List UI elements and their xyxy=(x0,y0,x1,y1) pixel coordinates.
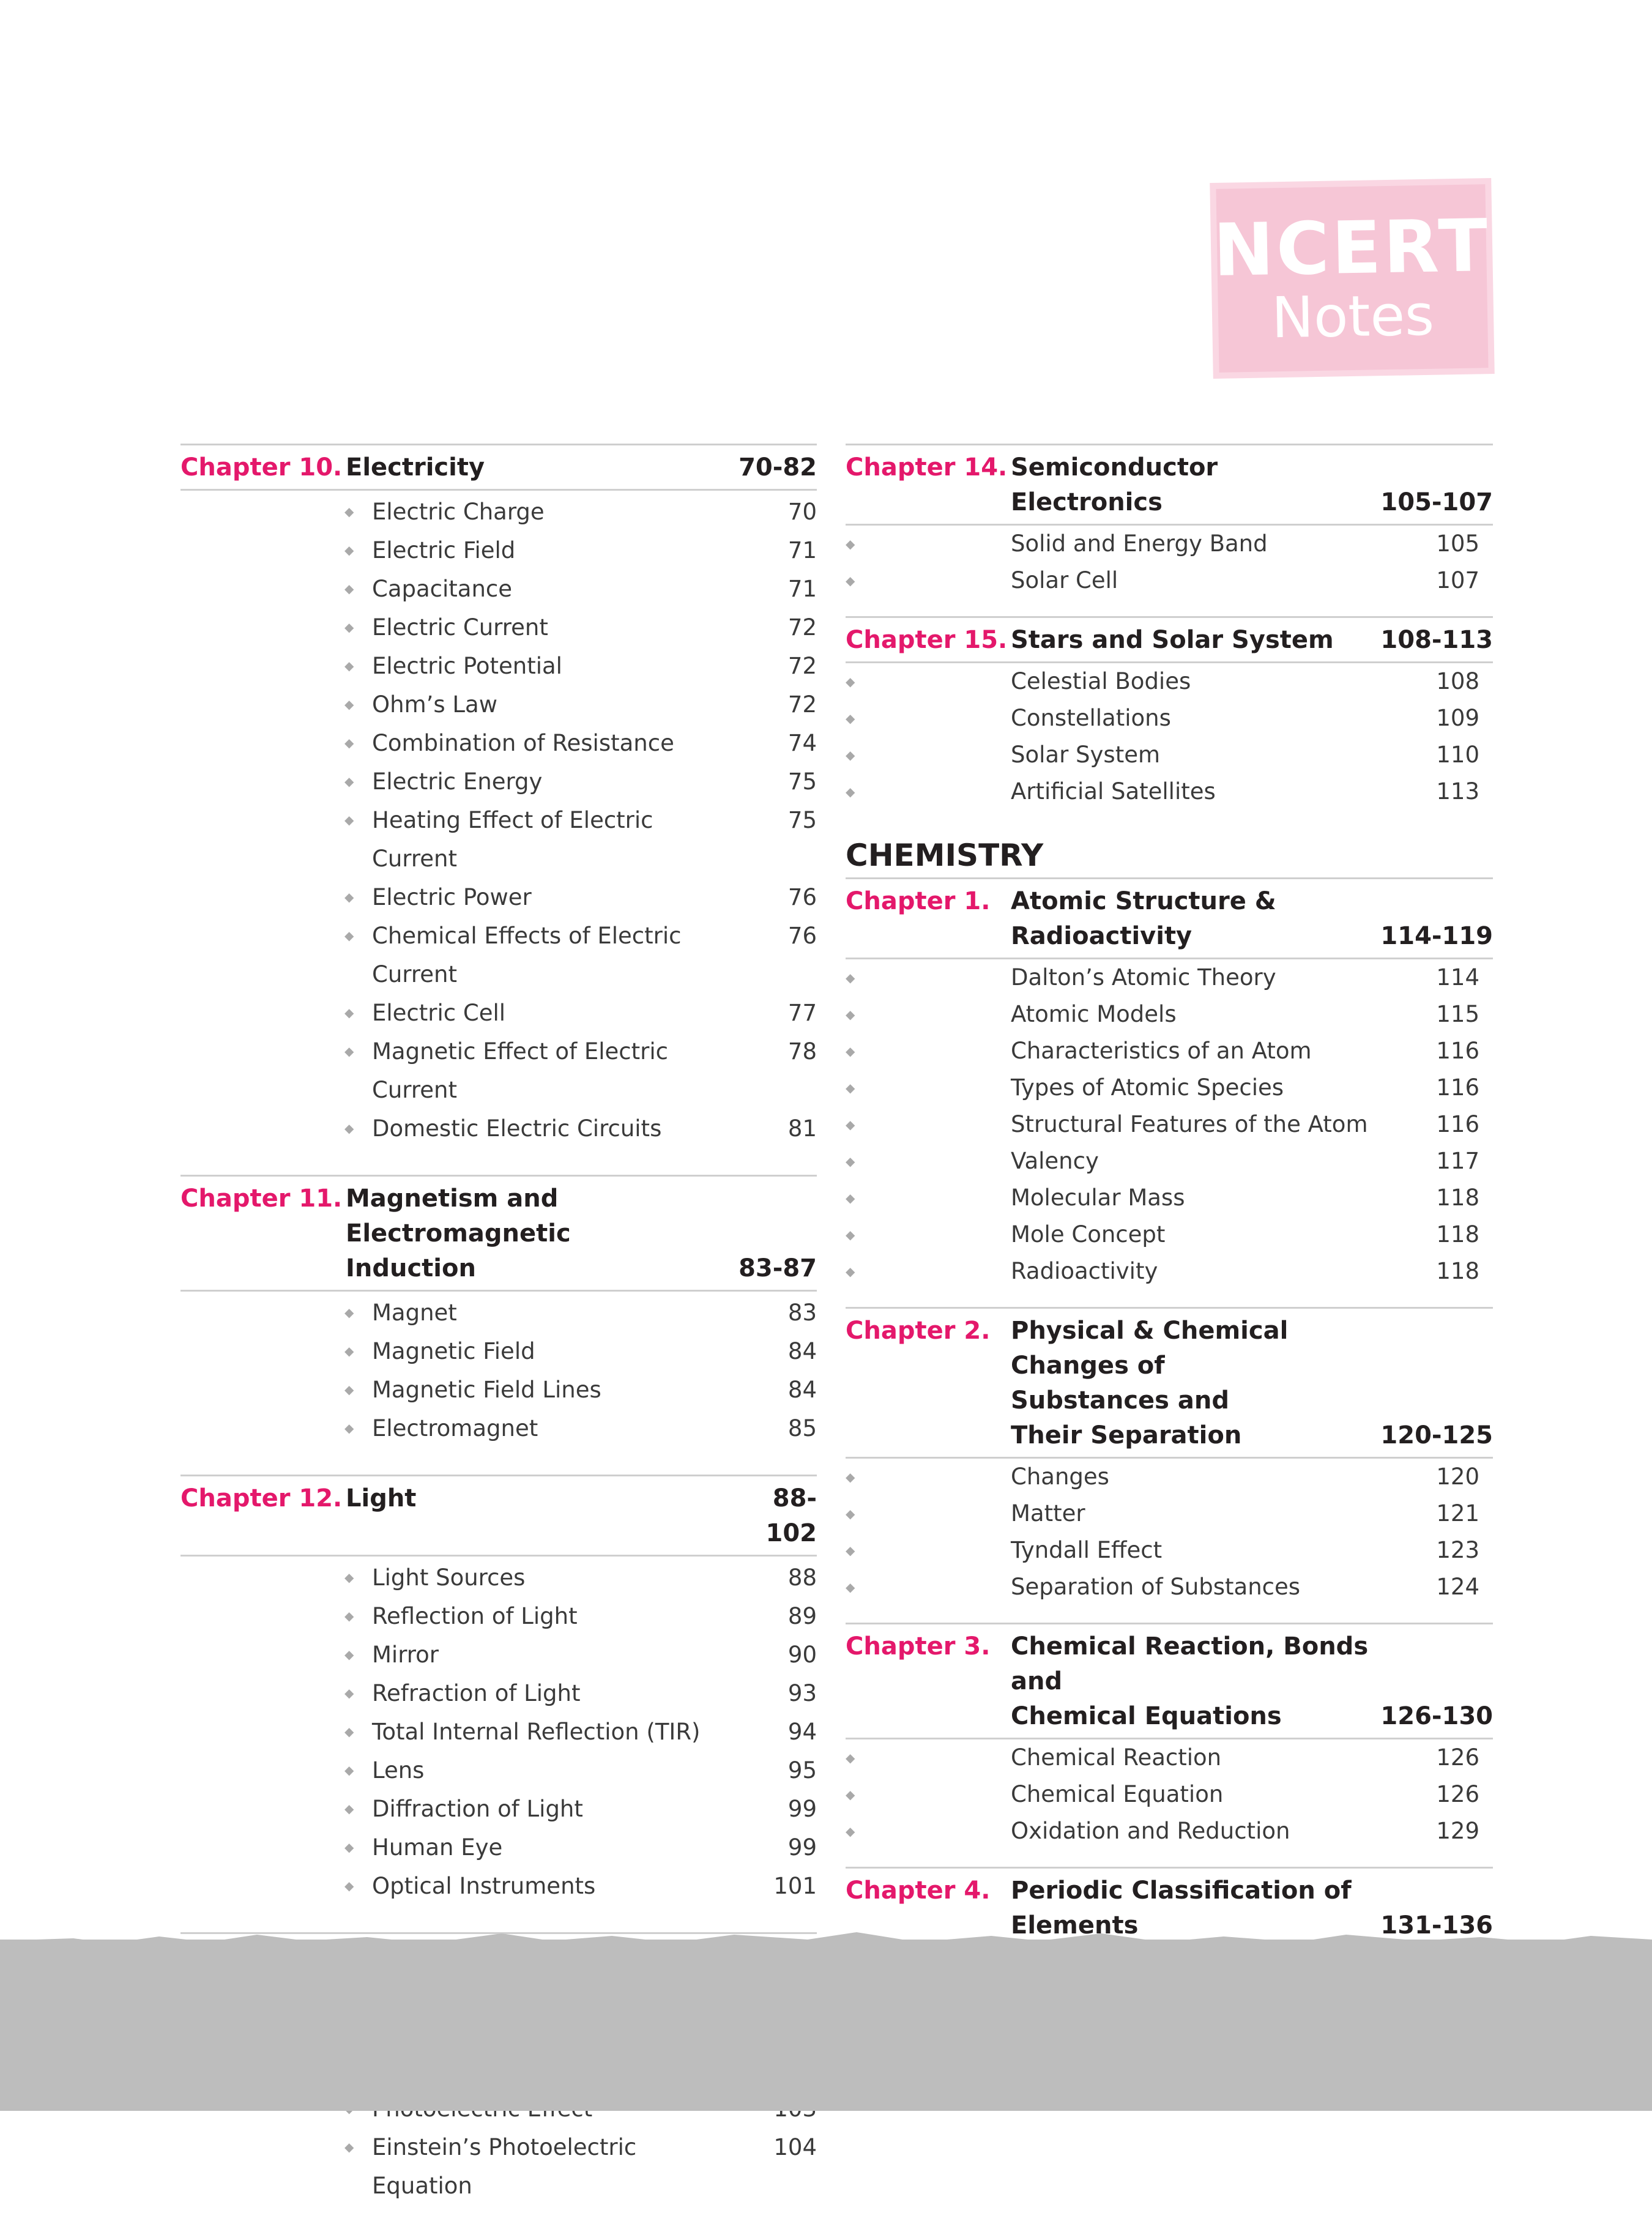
bullet-icon: ◆ xyxy=(846,1506,855,1521)
topic-page-number: 76 xyxy=(787,923,817,949)
bullet-icon: ◆ xyxy=(344,774,354,789)
topic-name: Celestial Bodies xyxy=(1011,668,1191,694)
chapter-heading xyxy=(846,616,1493,663)
bullet-icon: ◆ xyxy=(344,1801,354,1816)
bullet-icon: ◆ xyxy=(344,1724,354,1739)
topic-name: Electromagnet xyxy=(372,1415,538,1442)
topic-page-number: 85 xyxy=(787,1415,817,1442)
topic-name: Electric Charge xyxy=(372,499,545,525)
topic-page-number: 124 xyxy=(1436,1574,1479,1600)
topic-name: Matter xyxy=(1011,1500,1085,1527)
chapter-page-range: 70-82 xyxy=(739,453,817,482)
chapter-group xyxy=(846,616,1493,810)
topic-name: Types of Atomic Species xyxy=(1011,1074,1284,1101)
topic-item xyxy=(846,1495,1493,1532)
chapter-heading xyxy=(846,1623,1493,1739)
chapter-group xyxy=(846,877,1493,1290)
bullet-icon: ◆ xyxy=(344,1763,354,1777)
topic-name: Electric Current xyxy=(372,614,548,641)
bullet-icon: ◆ xyxy=(344,697,354,712)
bullet-icon: ◆ xyxy=(344,1878,354,1893)
topic-item xyxy=(180,801,817,878)
chemistry-chapters xyxy=(846,877,1493,2096)
topic-item xyxy=(846,773,1493,810)
topic-item xyxy=(846,1776,1493,1813)
topic-name: Separation of Substances xyxy=(1011,1574,1301,1600)
topic-name: Chemical Reaction xyxy=(1011,1744,1222,1771)
topic-item xyxy=(180,2128,817,2205)
topic-item xyxy=(180,1409,817,1448)
topic-name: Magnetic Field Lines xyxy=(372,1377,601,1403)
bullet-icon: ◆ xyxy=(846,1227,855,1242)
topic-name: Domestic Electric Circuits xyxy=(372,1115,662,1142)
bullet-icon: ◆ xyxy=(846,573,855,588)
topic-page-number: 116 xyxy=(1436,1038,1479,1064)
topic-item xyxy=(180,1371,817,1409)
topic-item xyxy=(846,1459,1493,1495)
chapter-page-range: 83-87 xyxy=(739,1254,817,1282)
topic-name: Electric Field xyxy=(372,537,516,564)
topic-page-number: 115 xyxy=(1436,1001,1479,1027)
topic-page-number: 114 xyxy=(1436,964,1479,991)
chapter-number: Chapter 10. xyxy=(180,453,343,482)
topic-name: Electric Cell xyxy=(372,1000,506,1026)
topic-page-number: 71 xyxy=(787,576,817,602)
topic-page-number: 75 xyxy=(787,807,817,833)
topic-name: Heating Effect of Electric Current xyxy=(372,807,653,872)
topic-page-number: 70 xyxy=(787,499,817,525)
topic-name: Human Eye xyxy=(372,1834,503,1861)
topic-page-number: 99 xyxy=(787,1834,817,1861)
topic-name: Radioactivity xyxy=(1011,1258,1158,1284)
topic-item xyxy=(846,1532,1493,1569)
topic-item xyxy=(846,1070,1493,1106)
chapter-number: Chapter 3. xyxy=(846,1632,991,1661)
topic-list xyxy=(846,1459,1493,1605)
topic-page-number: 84 xyxy=(787,1338,817,1364)
bullet-icon: ◆ xyxy=(846,1470,855,1484)
bullet-icon: ◆ xyxy=(846,1117,855,1132)
topic-item xyxy=(846,1143,1493,1180)
bullet-icon: ◆ xyxy=(344,928,354,943)
topic-name: Refraction of Light xyxy=(372,1680,581,1706)
topic-page-number: 126 xyxy=(1436,1744,1479,1771)
chapter-title: Atomic Structure & Radioactivity xyxy=(1011,887,1276,950)
topic-name: Electric Potential xyxy=(372,653,562,679)
chapter-number: Chapter 15. xyxy=(846,626,1008,654)
topic-item xyxy=(180,1635,817,1674)
right-column xyxy=(846,444,1493,2113)
bullet-icon: ◆ xyxy=(344,1344,354,1358)
topic-name: Solar System xyxy=(1011,742,1161,768)
topic-list xyxy=(180,1293,817,1448)
chapter-group xyxy=(846,1307,1493,1605)
topic-page-number: 120 xyxy=(1436,1464,1479,1490)
bullet-icon: ◆ xyxy=(344,1647,354,1662)
bullet-icon: ◆ xyxy=(344,2140,354,2154)
topic-page-number: 104 xyxy=(773,2134,817,2160)
topic-name: Magnetic Field xyxy=(372,1338,535,1364)
topic-page-number: 95 xyxy=(787,1757,817,1784)
bullet-icon: ◆ xyxy=(344,543,354,557)
chapter-heading xyxy=(180,444,817,491)
topic-page-number: 116 xyxy=(1436,1111,1479,1137)
topic-item xyxy=(846,526,1493,562)
topic-page-number: 72 xyxy=(787,653,817,679)
topic-page-number: 99 xyxy=(787,1796,817,1822)
chapter-title: Periodic Classification of Elements xyxy=(1011,1877,1352,1940)
topic-name: Lens xyxy=(372,1757,425,1784)
topic-page-number: 118 xyxy=(1436,1185,1479,1211)
topic-name: Mirror xyxy=(372,1642,439,1668)
bullet-icon: ◆ xyxy=(846,1154,855,1169)
topic-page-number: 116 xyxy=(1436,1074,1479,1101)
page-bottom-band xyxy=(0,1940,1652,2111)
topic-page-number: 126 xyxy=(1436,1781,1479,1807)
topic-item xyxy=(846,1569,1493,1605)
bullet-icon: ◆ xyxy=(846,537,855,551)
physics-chapters-continued xyxy=(846,444,1493,810)
topic-page-number: 123 xyxy=(1436,1537,1479,1563)
chapter-number: Chapter 14. xyxy=(846,453,1008,482)
chapter-page-range: 131-136 xyxy=(1380,1911,1493,1940)
topic-page-number: 81 xyxy=(787,1115,817,1142)
chapter-group xyxy=(846,444,1493,599)
topic-name: Oxidation and Reduction xyxy=(1011,1818,1290,1844)
bullet-icon: ◆ xyxy=(344,504,354,519)
bullet-icon: ◆ xyxy=(846,1081,855,1095)
topic-name: Valency xyxy=(1011,1148,1099,1174)
topic-item xyxy=(846,1180,1493,1216)
topic-page-number: 72 xyxy=(787,614,817,641)
section-heading-chemistry: CHEMISTRY xyxy=(846,838,1044,873)
chapter-heading xyxy=(846,877,1493,959)
topic-item xyxy=(846,1106,1493,1143)
topic-page-number: 89 xyxy=(787,1603,817,1629)
chapter-title: Electricity xyxy=(346,453,485,482)
bullet-icon: ◆ xyxy=(846,1007,855,1022)
bullet-icon: ◆ xyxy=(846,784,855,799)
topic-page-number: 75 xyxy=(787,768,817,795)
topic-item xyxy=(846,1813,1493,1850)
bullet-icon: ◆ xyxy=(344,1840,354,1854)
topic-name: Changes xyxy=(1011,1464,1109,1490)
topic-name: Dalton’s Atomic Theory xyxy=(1011,964,1276,991)
topic-name: Chemical Effects of Electric Current xyxy=(372,923,682,988)
topic-item xyxy=(846,737,1493,773)
bullet-icon: ◆ xyxy=(846,1191,855,1205)
bullet-icon: ◆ xyxy=(344,1382,354,1397)
bullet-icon: ◆ xyxy=(344,1044,354,1058)
bullet-icon: ◆ xyxy=(846,748,855,762)
topic-name: Electric Power xyxy=(372,884,532,910)
topic-page-number: 93 xyxy=(787,1680,817,1706)
topic-page-number: 88 xyxy=(787,1564,817,1591)
bullet-icon: ◆ xyxy=(344,1421,354,1435)
topic-page-number: 105 xyxy=(1436,530,1479,557)
bullet-icon: ◆ xyxy=(344,1570,354,1585)
topic-name: Light Sources xyxy=(372,1564,526,1591)
bullet-icon: ◆ xyxy=(846,1787,855,1802)
bullet-icon: ◆ xyxy=(846,1824,855,1839)
bullet-icon: ◆ xyxy=(344,890,354,904)
topic-name: Magnet xyxy=(372,1300,457,1326)
topic-name: Solid and Energy Band xyxy=(1011,530,1268,557)
chapter-number: Chapter 1. xyxy=(846,887,991,915)
bullet-icon: ◆ xyxy=(344,1005,354,1020)
topic-page-number: 121 xyxy=(1436,1500,1479,1527)
chapter-page-range: 120-125 xyxy=(1380,1421,1493,1449)
topic-page-number: 101 xyxy=(773,1873,817,1899)
topic-name: Atomic Models xyxy=(1011,1001,1177,1027)
bullet-icon: ◆ xyxy=(344,1121,354,1136)
topic-page-number: 108 xyxy=(1436,668,1479,694)
chapter-title: Light xyxy=(346,1484,417,1512)
bullet-icon: ◆ xyxy=(846,1044,855,1058)
ncert-notes-logo xyxy=(1212,184,1491,373)
topic-page-number: 71 xyxy=(787,537,817,564)
topic-page-number: 84 xyxy=(787,1377,817,1403)
topic-item xyxy=(180,1293,817,1332)
chapter-title: Physical & Chemical Changes of Substances and Their Separation xyxy=(1011,1317,1289,1449)
topic-page-number: 107 xyxy=(1436,567,1479,593)
topic-item xyxy=(846,996,1493,1033)
topic-list xyxy=(846,526,1493,599)
chapter-number: Chapter 11. xyxy=(180,1185,343,1213)
topic-name: Einstein’s Photoelectric Equation xyxy=(372,2134,637,2199)
topic-page-number: 118 xyxy=(1436,1221,1479,1248)
topic-page-number: 74 xyxy=(787,730,817,756)
topic-page-number: 83 xyxy=(787,1300,817,1326)
topic-page-number: 117 xyxy=(1436,1148,1479,1174)
topic-item xyxy=(846,663,1493,700)
topic-item xyxy=(180,1674,817,1713)
chapter-number: Chapter 2. xyxy=(846,1317,991,1345)
topic-name: Combination of Resistance xyxy=(372,730,674,756)
topic-item xyxy=(846,1033,1493,1070)
chapter-heading xyxy=(846,1307,1493,1459)
bullet-icon: ◆ xyxy=(846,970,855,985)
bullet-icon: ◆ xyxy=(846,711,855,726)
topic-item xyxy=(846,1253,1493,1290)
topic-name: Magnetic Effect of Electric Current xyxy=(372,1038,668,1103)
topic-page-number: 72 xyxy=(787,691,817,718)
chapter-title: Stars and Solar System xyxy=(1011,626,1334,654)
topic-page-number: 94 xyxy=(787,1719,817,1745)
topic-name: Artificial Satellites xyxy=(1011,778,1216,805)
topic-list xyxy=(846,959,1493,1290)
topic-name: Tyndall Effect xyxy=(1011,1537,1163,1563)
topic-page-number: 113 xyxy=(1436,778,1479,805)
topic-page-number: 78 xyxy=(787,1038,817,1065)
topic-name: Constellations xyxy=(1011,705,1171,731)
logo-text-ncert: NCERT xyxy=(1212,203,1491,292)
bullet-icon: ◆ xyxy=(846,1264,855,1279)
topic-name: Electric Energy xyxy=(372,768,543,795)
bullet-icon: ◆ xyxy=(344,1609,354,1623)
logo-text-notes: Notes xyxy=(1271,282,1435,351)
chapter-number: Chapter 4. xyxy=(846,1877,991,1905)
topic-name: Solar Cell xyxy=(1011,567,1118,593)
chapter-page-range: 105-107 xyxy=(1380,488,1493,516)
topic-page-number: 118 xyxy=(1436,1258,1479,1284)
topic-page-number: 77 xyxy=(787,1000,817,1026)
topic-item xyxy=(846,700,1493,737)
topic-page-number: 76 xyxy=(787,884,817,910)
bullet-icon: ◆ xyxy=(344,620,354,634)
bullet-icon: ◆ xyxy=(846,1580,855,1594)
topic-page-number: 109 xyxy=(1436,705,1479,731)
topic-name: Structural Features of the Atom xyxy=(1011,1111,1368,1137)
chapter-title: Semiconductor Electronics xyxy=(1011,453,1218,516)
chapter-title: Magnetism and Electromagnetic Induction xyxy=(346,1185,571,1282)
bullet-icon: ◆ xyxy=(344,658,354,673)
chapter-page-range: 126-130 xyxy=(1380,1702,1493,1730)
topic-item xyxy=(180,878,817,917)
bullet-icon: ◆ xyxy=(344,813,354,827)
bullet-icon: ◆ xyxy=(344,1686,354,1700)
topic-name: Ohm’s Law xyxy=(372,691,497,718)
topic-list xyxy=(846,663,1493,810)
topic-item xyxy=(846,562,1493,599)
topic-item xyxy=(180,1867,817,1905)
topic-name: Total Internal Reflection (TIR) xyxy=(372,1719,701,1745)
bullet-icon: ◆ xyxy=(344,1305,354,1320)
topic-name: Mole Concept xyxy=(1011,1221,1166,1248)
chapter-heading xyxy=(846,444,1493,526)
topic-name: Optical Instruments xyxy=(372,1873,596,1899)
topic-name: Molecular Mass xyxy=(1011,1185,1185,1211)
bullet-icon: ◆ xyxy=(846,1750,855,1765)
topic-item xyxy=(180,608,817,647)
chapter-group xyxy=(846,1623,1493,1850)
topic-name: Diffraction of Light xyxy=(372,1796,583,1822)
topic-page-number: 110 xyxy=(1436,742,1479,768)
topic-name: Reflection of Light xyxy=(372,1603,578,1629)
topic-list xyxy=(180,1558,817,1905)
chapter-page-range: 108-113 xyxy=(1380,626,1493,654)
topic-item xyxy=(846,959,1493,996)
topic-item xyxy=(846,1216,1493,1253)
topic-name: Characteristics of an Atom xyxy=(1011,1038,1312,1064)
chapter-number: Chapter 12. xyxy=(180,1484,343,1512)
bullet-icon: ◆ xyxy=(344,735,354,750)
topic-item xyxy=(846,1739,1493,1776)
chapter-title: Chemical Reaction, Bonds and Chemical Equations xyxy=(1011,1632,1369,1730)
chapter-page-range: 114-119 xyxy=(1380,922,1493,950)
bullet-icon: ◆ xyxy=(846,674,855,689)
bullet-icon: ◆ xyxy=(846,1543,855,1558)
bullet-icon: ◆ xyxy=(344,581,354,596)
topic-page-number: 129 xyxy=(1436,1818,1479,1844)
topic-item xyxy=(180,1332,817,1371)
topic-list xyxy=(846,1739,1493,1850)
topic-name: Capacitance xyxy=(372,576,513,602)
topic-name: Chemical Equation xyxy=(1011,1781,1224,1807)
topic-page-number: 90 xyxy=(787,1642,817,1668)
chapter-page-range: 88-102 xyxy=(765,1484,817,1547)
